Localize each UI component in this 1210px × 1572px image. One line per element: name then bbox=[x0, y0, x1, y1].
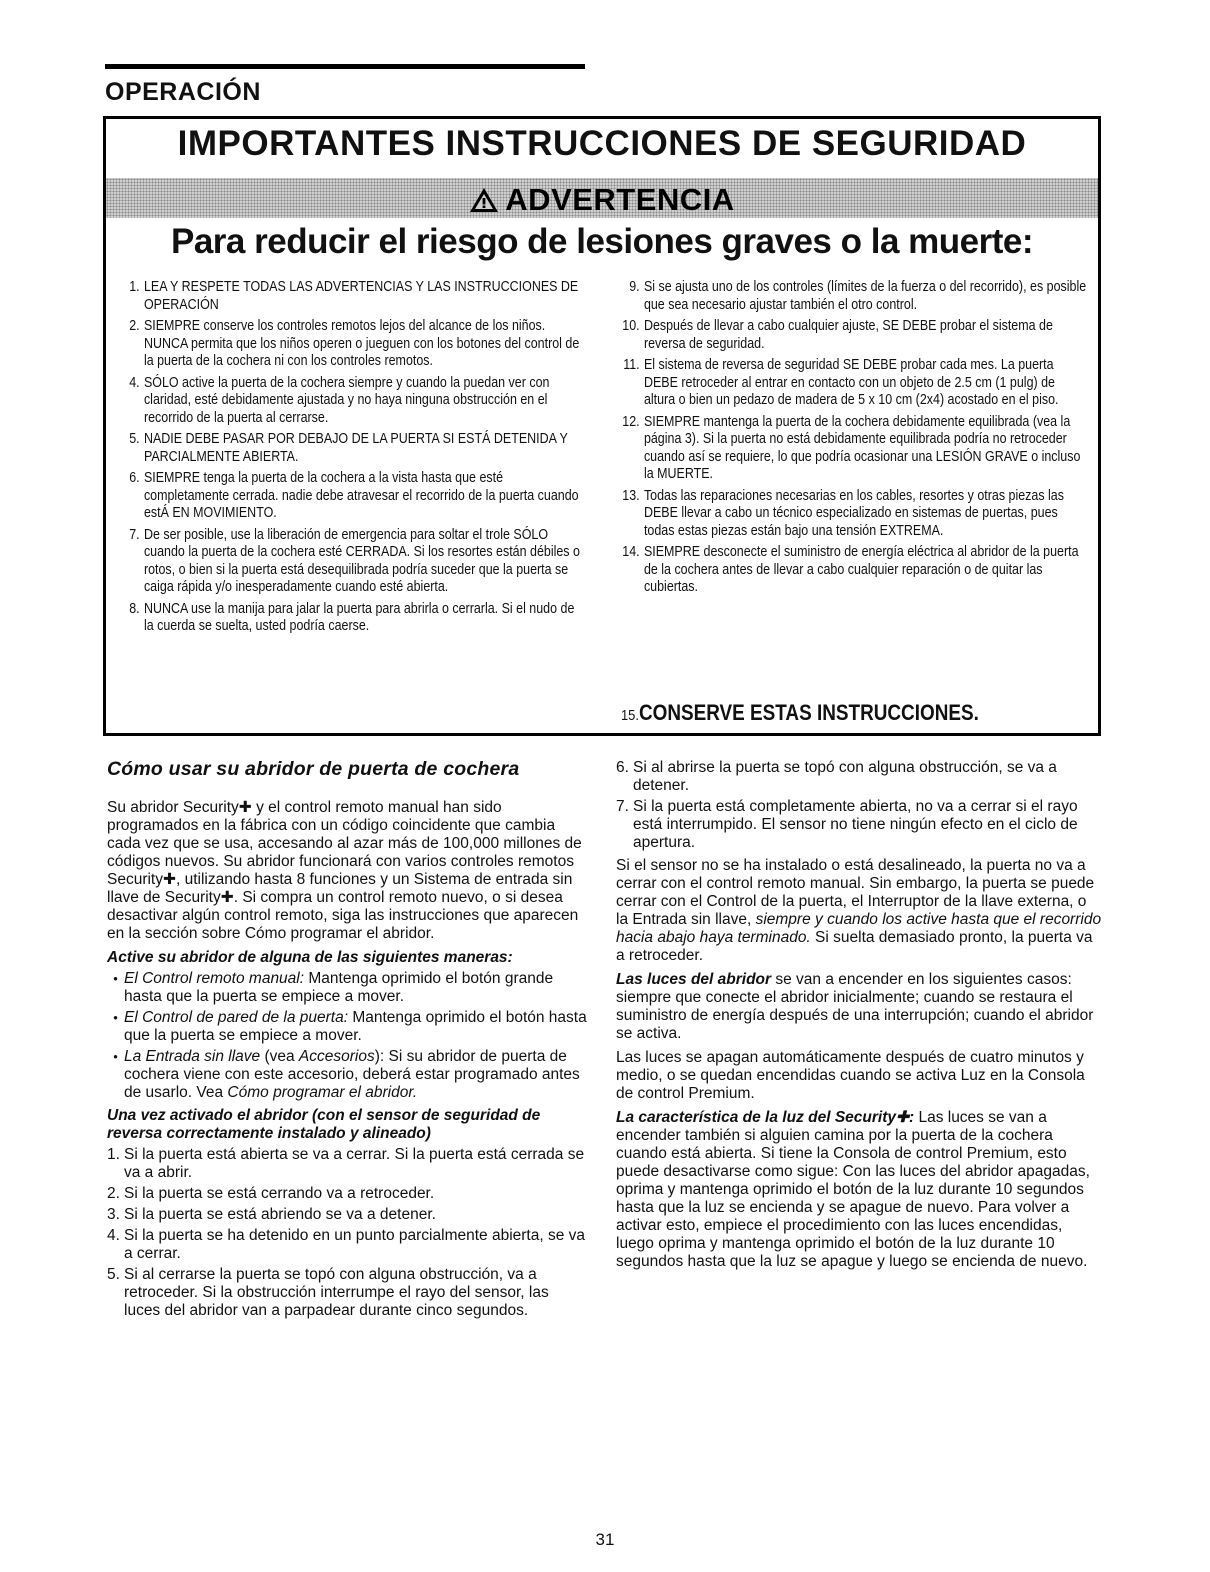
section-rule bbox=[105, 64, 585, 69]
list-item: 2. Si la puerta se está cerrando va a retroceder. bbox=[107, 1185, 435, 1202]
final-rule: 15.CONSERVE ESTAS INSTRUCCIONES. bbox=[621, 700, 979, 725]
bullet-icon: • bbox=[113, 1049, 118, 1064]
rule-item: 9. Si se ajusta uno de los controles (límites de la fuerza o del recorrido), es posible que sea necesario ajustar también el otro control. bbox=[629, 279, 1087, 313]
list-item: • El Control remoto manual: Mantenga oprimido el botón grande hasta que la puerta se empiece a mover. bbox=[107, 970, 587, 1006]
rule-item: 13. Todas las reparaciones necesarias en los cables, resortes y otras piezas las DEBE llevar a cabo un técnico especializado en sistemas de puertas, pues todas estas piezas están bajo una tensión EXTREMA. bbox=[622, 487, 1064, 539]
bullet-icon: • bbox=[113, 1010, 118, 1025]
warning-band bbox=[106, 178, 1098, 218]
section-title: OPERACIÓN bbox=[105, 78, 261, 106]
usage-heading: Cómo usar su abridor de puerta de cochera bbox=[107, 758, 520, 780]
rule-item: 5. NADIE DEBE PASAR POR DEBAJO DE LA PUERTA SI ESTÁ DETENIDA Y PARCIALMENTE ABIERTA. bbox=[129, 431, 568, 465]
rule-item: 12. SIEMPRE mantenga la puerta de la cochera debidamente equilibrada (vea la página 3). Si la puerta no está debidamente equilibrada podría no retroceder cuando así se requiere, lo que podría ocasionar una LESIÓN GRAVE o incluso la MUERTE. bbox=[622, 413, 1081, 482]
sensor-paragraph: Si el sensor no se ha instalado o está desalineado, la puerta no va a cerrar con el control remoto manual. Sin embargo, la puerta se puede cerrar con el Control de la puerta, el Interruptor de la llave externa, o la Entrada sin llave, siempre y cuando los active hasta que el recorrido hacia abajo haya terminado. Si suelta demasiado pronto, la puerta va a retroceder. bbox=[616, 857, 1102, 964]
list-item: 1. Si la puerta está abierta se va a cerrar. Si la puerta está cerrada se va a abrir. bbox=[107, 1146, 585, 1181]
once-activated-list bbox=[107, 1146, 587, 1320]
warning-subtitle: Para reducir el riesgo de lesiones graves o la muerte: bbox=[171, 222, 1033, 261]
rule-item: 10. Después de llevar a cabo cualquier ajuste, SE DEBE probar el sistema de reversa de seguridad. bbox=[622, 318, 1053, 352]
rule-item: 7. De ser posible, use la liberación de emergencia para soltar el trole SÓLO cuando la puerta de la cochera esté CERRADA. Si los resortes están débiles o rotos, o bien si la puerta está desequilibrada podría suceder que la puerta se caiga rápida y/o inesperadamente cuando esté abierta. bbox=[129, 526, 580, 595]
list-item: • El Control de pared de la puerta: Mantenga oprimido el botón hasta que la puerta se empiece a mover. bbox=[107, 1009, 587, 1045]
rule-item: 2. SIEMPRE conserve los controles remotos lejos del alcance de los niños. NUNCA permita que los niños operen o jueguen con los botones del control de la puerta de la cochera ni con los controles remotos. bbox=[129, 318, 580, 369]
intro-paragraph: Su abridor Security✚ y el control remoto manual han sido programados en la fábrica con un código coincidente que cambia cada vez que se usa, accesando al azar más de 100,000 millones de códigos nuevos. Su abridor funcionará con varios controles remotos Security✚, utilizando hasta 8 funciones y un Sistema de entrada sin llave de Security✚. Si compra un control remoto nuevo, o si desea desactivar algún control remoto, siga las instrucciones que aparecen en la sección sobre Cómo programar el abridor. bbox=[107, 799, 582, 942]
list-item: 4. Si la puerta se ha detenido en un punto parcialmente abierta, se va a cerrar. bbox=[107, 1227, 586, 1262]
bullet-icon: • bbox=[113, 971, 118, 986]
warning-text: ADVERTENCIA bbox=[505, 182, 735, 217]
list-item: 7. Si la puerta está completamente abierta, no va a cerrar si el rayo está interrumpido. El sensor no tiene ningún efecto en el ciclo de apertura. bbox=[616, 798, 1078, 851]
rule-item: 1. LEA Y RESPETE TODAS LAS ADVERTENCIAS Y LAS INSTRUCCIONES DE OPERACIÓN bbox=[129, 279, 579, 313]
rule-item: 8. NUNCA use la manija para jalar la puerta para abrirla o cerrarla. Si el nudo de la cuerda se suelta, usted podría caerse. bbox=[129, 600, 575, 634]
list-item: 6. Si al abrirse la puerta se topó con alguna obstrucción, se va a detener. bbox=[616, 759, 1057, 794]
list-item: 3. Si la puerta se está abriendo se va a detener. bbox=[107, 1206, 436, 1223]
page-number: 31 bbox=[595, 1530, 615, 1549]
warning-label bbox=[106, 182, 1098, 218]
activate-heading: Active su abridor de alguna de las siguientes maneras: bbox=[107, 949, 513, 966]
left-column bbox=[107, 759, 587, 1325]
rule-item: 14. SIEMPRE desconecte el suministro de energía eléctrica al abridor de la puerta de la cochera antes de llevar a cabo cualquier reparación o de quitar las cubiertas. bbox=[622, 544, 1079, 595]
right-safety-rules bbox=[619, 279, 1089, 601]
list-item: 5. Si al cerrarse la puerta se topó con alguna obstrucción, va a retroceder. Si la obstrucción interrumpe el rayo del sensor, las luces del abridor van a parpadear durante cinco segundos. bbox=[107, 1266, 549, 1319]
once-activated-heading: Una vez activado el abridor (con el sensor de seguridad de reversa correctamente instalado y alineado) bbox=[107, 1107, 541, 1142]
rule-item: 4. SÓLO active la puerta de la cochera siempre y cuando la puedan ver con claridad, esté debidamente ajustada y no haya ninguna obstrucción en el recorrido de la puerta al cerrarse. bbox=[129, 374, 550, 426]
lights-paragraph: Las luces del abridor se van a encender en los siguientes casos: siempre que conecte el abridor inicialmente; cuando se restaura el suministro de energía después de una interrupción; cuando el abridor se activa. bbox=[616, 971, 1094, 1042]
left-safety-rules bbox=[119, 279, 583, 640]
lights-off-paragraph: Las luces se apagan automáticamente después de cuatro minutos y medio, o se quedan encendidas cuando se activa Luz en la Consola de control Premium. bbox=[616, 1049, 1085, 1102]
rule-item: 11. El sistema de reversa de seguridad SE DEBE probar cada mes. La puerta DEBE retroceder al entrar en contacto con un objeto de 2.5 cm (1 pulg) de altura o bien un pedazo de madera de 5 x 10 cm (2x4) acostado en el piso. bbox=[623, 357, 1059, 408]
activate-list bbox=[107, 970, 587, 1102]
warning-triangle-icon bbox=[469, 187, 499, 213]
rule-item: 6. SIEMPRE tenga la puerta de la cochera a la vista hasta que esté completamente cerrada. nadie debe atravesar el recorrido de la puerta cuando estÁ EN MOVIMIENTO. bbox=[129, 470, 579, 521]
light-feature-paragraph: La característica de la luz del Security✚: Las luces se van a encender también si alguien camina por la puerta de la cochera cuando está abierta. Si tiene la Consola de control Premium, esto puede desactivarse como sigue: Con las luces del abridor apagadas, oprima y mantenga oprimido el botón de la luz durante 10 segundos hasta que la luz se encienda y se apague de nuevo. Para volver a activar esto, empiece el procedimiento con las luces encendidas, luego oprima y mantenga oprimido el botón de la luz durante 10 segundos hasta que la luz se apague y luego se encienda de nuevo. bbox=[616, 1109, 1090, 1270]
box-title: IMPORTANTES INSTRUCCIONES DE SEGURIDAD bbox=[177, 124, 1027, 163]
right-column bbox=[616, 759, 1102, 1277]
continued-list bbox=[616, 759, 1102, 852]
list-item: • La Entrada sin llave (vea Accesorios): Si su abridor de puerta de cochera viene con este accesorio, deberá estar programado antes de usarlo. Vea Cómo programar el abridor. bbox=[107, 1048, 587, 1102]
